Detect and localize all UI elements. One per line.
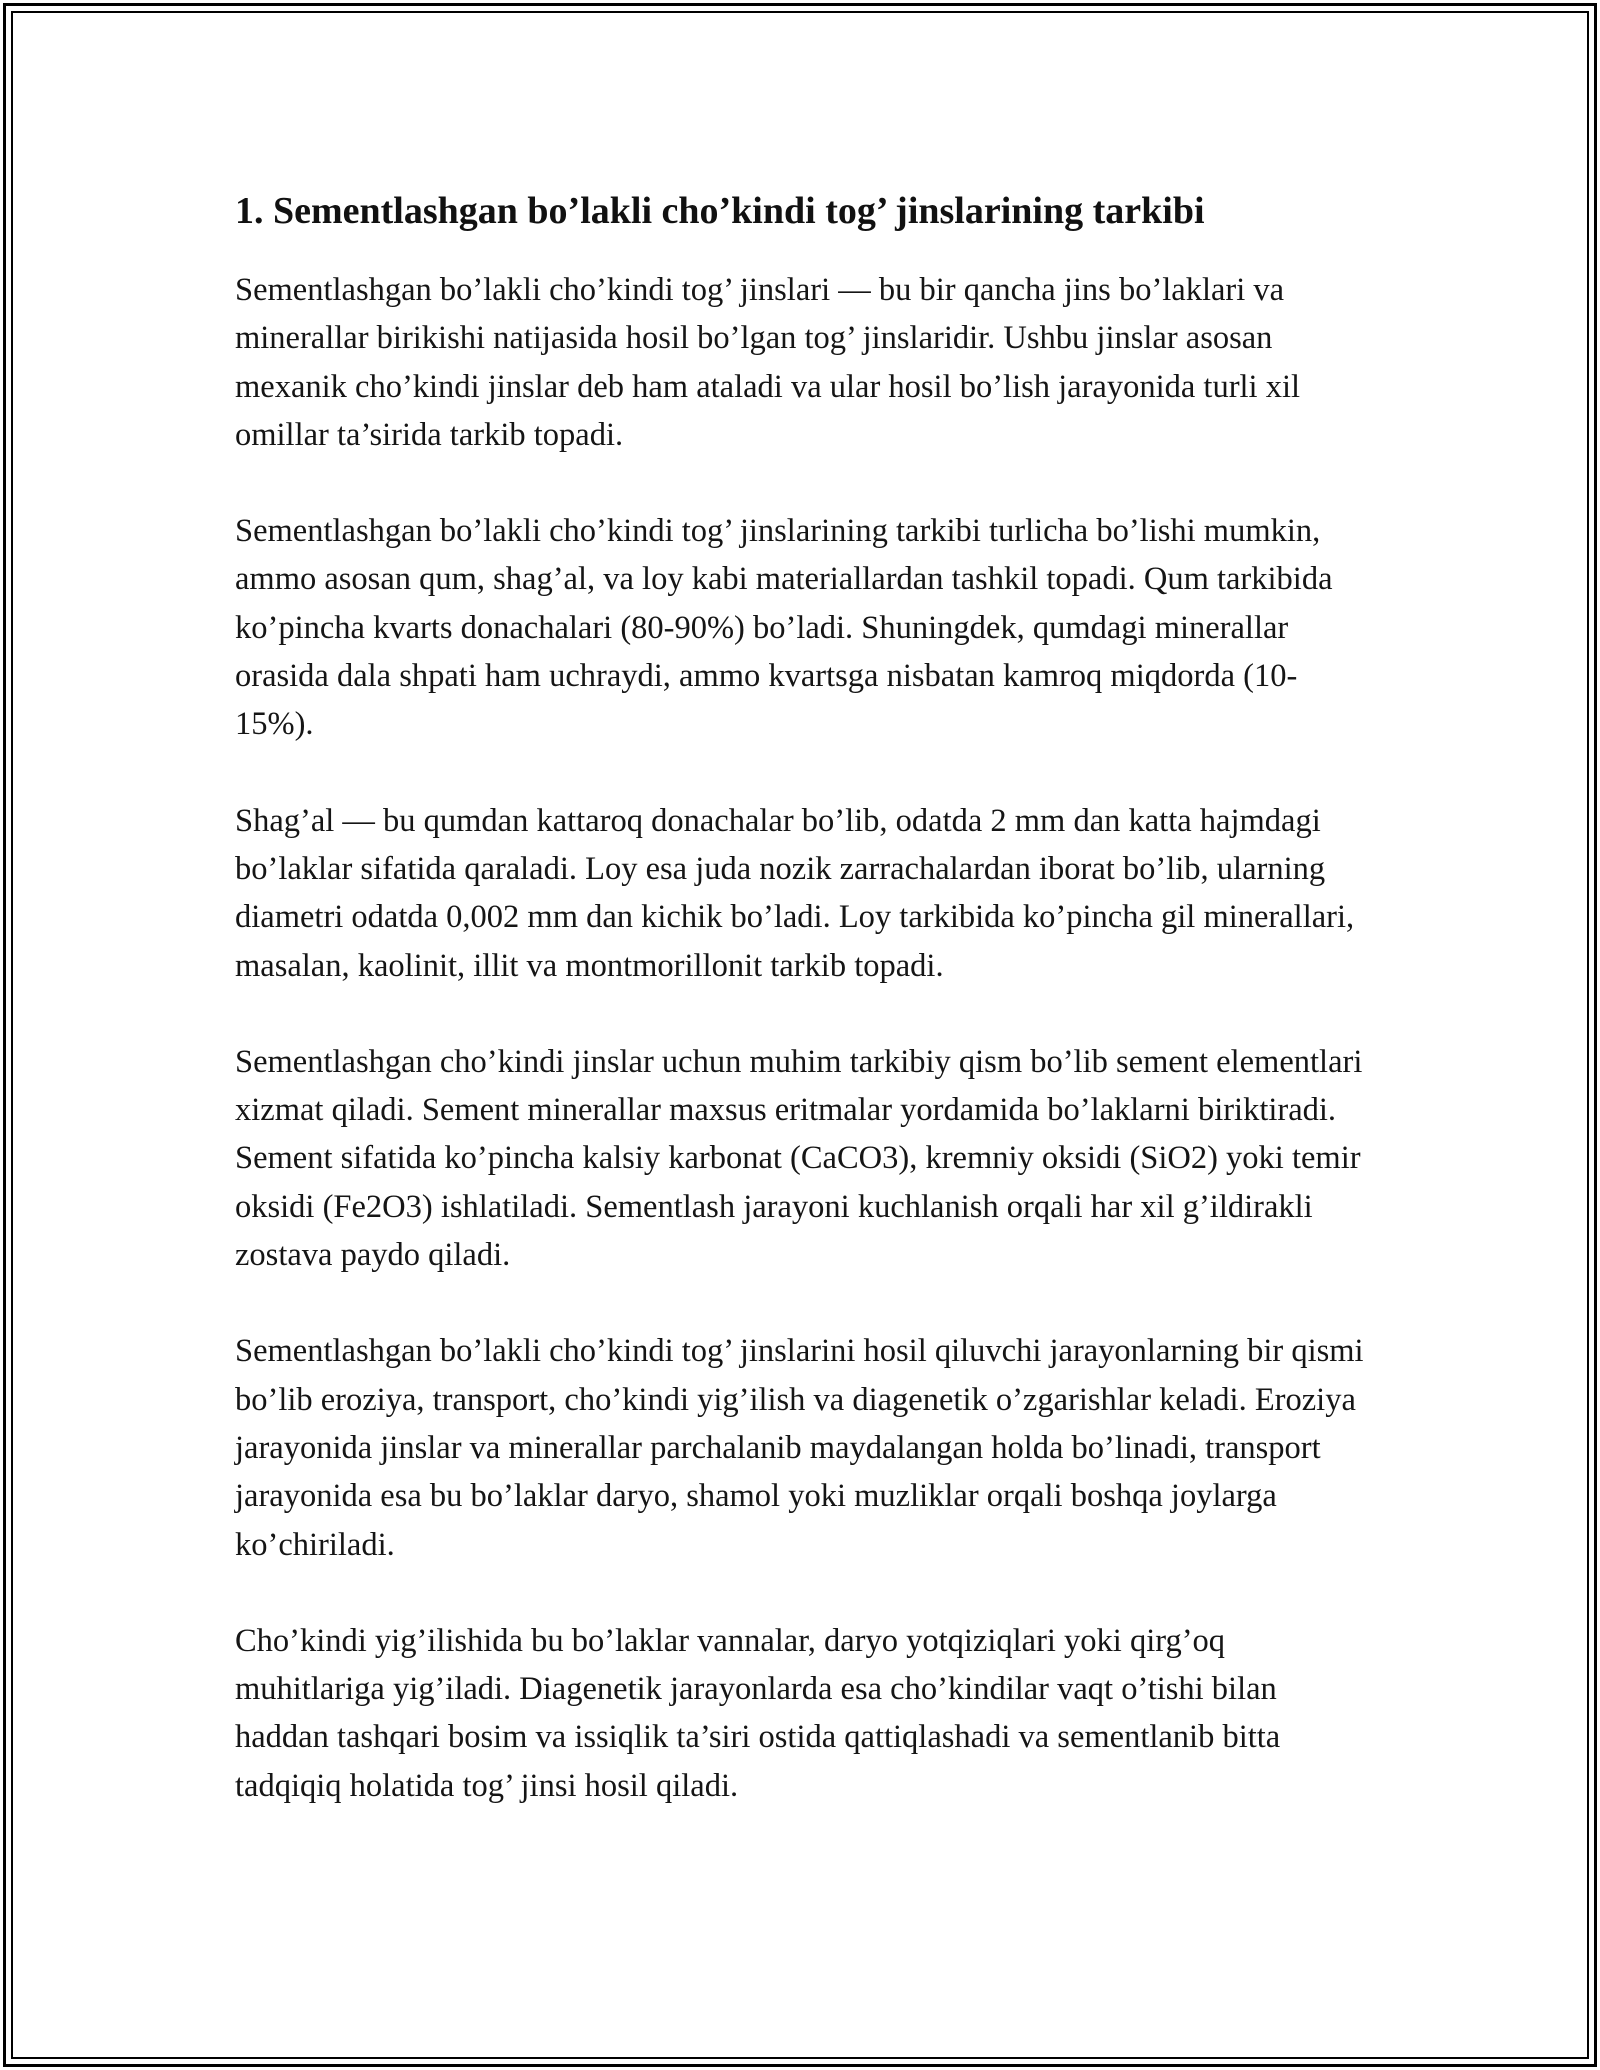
- paragraph-deposition: Cho’kindi yig’ilishida bu bo’laklar vannalar, daryo yotqiziqlari yoki qirg’oq muhitlariga yig’iladi. Diagenetik jarayonlarda esa cho’kindilar vaqt o’tishi bilan haddan tashqari bosim va issiqlik ta’siri ostida qattiqlashadi va sementlanib bitta tadqiqiq holatida tog’ jinsi hosil qiladi.: [235, 1622, 1281, 1804]
- paragraph-gravel-clay: Shag’al — bu qumdan kattaroq donachalar bo’lib, odatda 2 mm dan katta hajmdagi bo’laklar sifatida qaraladi. Loy esa juda nozik zarrachalardan iborat bo’lib, ularning diametri odatda 0,002 mm dan kichik bo’ladi. Loy tarkibida ko’pincha gil minerallari, masalan, kaolinit, illit va montmorillonit tarkib topadi.: [235, 802, 1355, 984]
- paragraph-definition: Sementlashgan bo’lakli cho’kindi tog’ jinslari — bu bir qancha jins bo’laklari va minerallar birikishi natijasida hosil bo’lgan tog’ jinslaridir. Ushbu jinslar asosan mexanik cho’kindi jinslar deb ham ataladi va ular hosil bo’lish jarayonida turli xil omillar ta’sirida tarkib topadi.: [235, 272, 1301, 453]
- paragraph-cement: Sementlashgan cho’kindi jinslar uchun muhim tarkibiy qism bo’lib sement elementlari xizmat qiladi. Sement minerallar maxsus eritmalar yordamida bo’laklarni biriktiradi. Sement sifatida ko’pincha kalsiy karbonat (CaCO3), kremniy oksidi (SiO2) yoki temir oksidi (Fe2O3) ishlatiladi. Sementlash jarayoni kuchlanish orqali har xil g’ildirakli zostava paydo qiladi.: [235, 1043, 1363, 1274]
- section-heading: 1. Sementlashgan bo’lakli cho’kindi tog’ jinslarining tarkibi: [235, 190, 1205, 232]
- paragraph-processes: Sementlashgan bo’lakli cho’kindi tog’ jinslarini hosil qiluvchi jarayonlarning bir qismi bo’lib eroziya, transport, cho’kindi yig’ilish va diagenetik o’zgarishlar keladi. Eroziya jarayonida jinslar va minerallar parchalanib maydalangan holda bo’linadi, transport jarayonida esa bu bo’laklar daryo, shamol yoki muzliklar orqali boshqa joylarga ko’chiriladi.: [235, 1333, 1364, 1563]
- document-body: [235, 184, 1365, 1858]
- paragraph-composition: Sementlashgan bo’lakli cho’kindi tog’ jinslarining tarkibi turlicha bo’lishi mumkin, ammo asosan qum, shag’al, va loy kabi materiallardan tashkil topadi. Qum tarkibida ko’pincha kvarts donachalari (80-90%) bo’ladi. Shuningdek, qumdagi minerallar orasida dala shpati ham uchraydi, ammo kvartsga nisbatan kamroq miqdorda (10-15%).: [235, 513, 1333, 743]
